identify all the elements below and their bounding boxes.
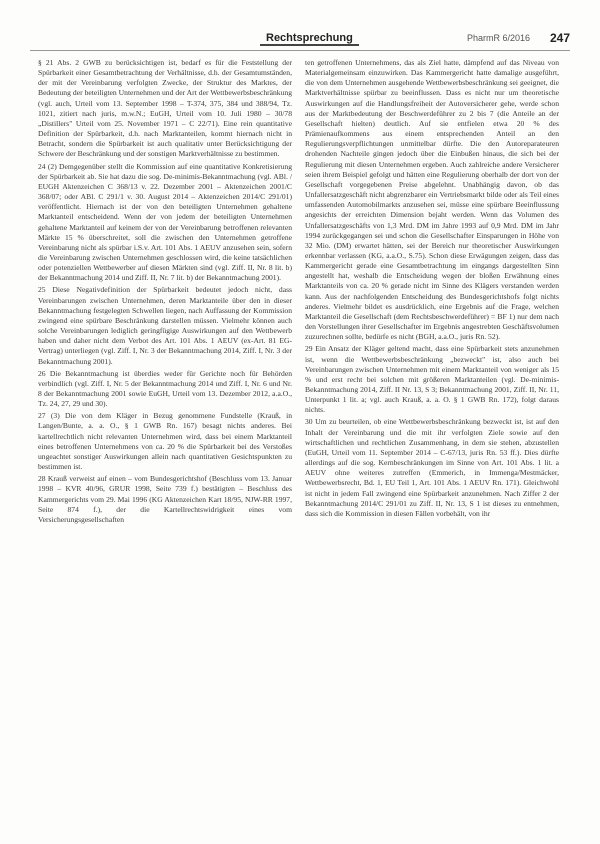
page-number: 247 xyxy=(549,31,570,45)
paragraph: 24 (2) Demgegenüber stellt die Kommission auf eine quantitative Konkretisierung der Spürbarkeit ab. Sie hat dazu die sog. De-minimis-Bekanntmachung (vgl. ABl. / EUGH Aktenzeichen C 368/13 v. 22. Dezember 2001 – Aktenzeichen 2001/C 368/07; oder ABl. C 291/1 v. 30. August 2014 – Aktenzeichen 2014/C 291/01) veröffentlicht. Hiernach ist der von den beteiligten Unternehmen gehaltene Marktanteil entscheidend. Wenn der von jedem der beteiligten Unternehmen gehaltene Marktanteil auf keinem der von der Vereinbarung betroffenen relevanten Märkte 15 % überschreitet, soll die zwischen den Unternehmen getroffene Vereinbarung nicht als spürbar i.S.v. Art. 101 Abs. 1 AEUV anzusehen sein, sofern die Vereinbarung zwischen Unternehmen geschlossen wird, die keine tatsächlichen oder potenziellen Wettbewerber auf diesen Märkten sind (vgl. Ziff. II, Nr. 8 lit. b) der Bekanntmachung 2014 und Ziff. II, Nr. 7 lit. b) der Bekanntmachung 2001). xyxy=(38,161,292,283)
paragraph: 30 Um zu beurteilen, ob eine Wettbewerbsbeschränkung bezweckt ist, ist auf den Inhalt der Vereinbarung und die mit ihr verfolgten Ziele sowie auf den wirtschaftlichen und rechtlichen Zusammenhang, in dem sie stehen, abzustellen (EuGH, Urteil vom 11. September 2014 – C-67/13, juris Rn. 53 ff.). Dies dürfte allerdings auf die sog. Kernbeschränkungen im Sinne von Art. 101 Abs. 1 lit. a AEUV ohne weiteres zutreffen (Emmerich, in Immenga/Mestmäcker, Wettbewerbsrecht, Bd. 1, EU Teil 1, Art. 101 Abs. 1 AEUV Rn. 171). Gleichwohl ist nicht in jedem Fall zwingend eine Spürbarkeit anzunehmen. Nach Ziffer 2 der Bekanntmachung 2014/C 291/01 zu Ziff. II, Nr. 13, S 1 ist dieses zu entnehmen, dass sich die Kommission in diesen Fällen vorbehält, von ihr xyxy=(305,417,559,518)
paragraph: 29 Ein Ansatz der Kläger geltend macht, dass eine Spürbarkeit stets anzunehmen ist, wenn die Wettbewerbsbeschränkung „bezweckt" ist, also auch bei Vereinbarungen zwischen Unternehmen mit einem Marktanteil von weniger als 15 % und erst recht bei solchen mit größeren Marktanteilen (vgl. De-minimis-Bekanntmachung 2014, Ziff. II Nr. 13, S 3; Bekanntmachung 2001, Ziff. II, Nr. 11, Unterpunkt 1 lit. a; vgl. auch Krauß, a. a. O. § 1 GWB Rn. 172), folgt daraus nichts. xyxy=(305,344,559,415)
left-column xyxy=(38,58,292,527)
paragraph: 26 Die Bekanntmachung ist überdies weder für Gerichte noch für Behörden verbindlich (vgl. Ziff. I, Nr. 5 der Bekanntmachung 2014 und Ziff. I, Nr. 6 und Nr. 8 der Bekanntmachung 2001 sowie EuGH, Urteil vom 13. Dezember 2012, a.a.O., Tz. 24, 27, 29 und 30). xyxy=(38,368,292,409)
header-rule xyxy=(30,50,570,51)
paragraph: 25 Diese Negativdefinition der Spürbarkeit bedeutet jedoch nicht, dass Vereinbarungen zwischen Unternehmen, deren Marktanteile über den in dieser Bekanntmachung festgelegten Schwellen liegen, nach Auffassung der Kommission zwingend eine spürbare Beschränkung darstellen müssen. Vielmehr können auch solche Vereinbarungen lediglich geringfügige Auswirkungen auf den Wettbewerb haben und daher nicht dem Verbot des Art. 101 Abs. 1 AEUV (ex-Art. 81 EG-Vertrag) unterliegen (vgl. Ziff. I, Nr. 3 der Bekanntmachung 2014, Ziff. I, Nr. 3 der Bekanntmachung 2001). xyxy=(38,285,292,366)
page-header xyxy=(30,28,570,50)
paragraph: 28 Krauß verweist auf einen – vom Bundesgerichtshof (Beschluss vom 13. Januar 1998 – KVR 40/96, GRUR 1998, Seite 739 f.) bestätigten – Beschluss des Kammergerichts vom 29. Mai 1996 (KG Aktenzeichen Kart 18/95, NJW-RR 1997, Seite 874 f.), der die Kartellrechtswidrigkeit eines vom Versicherungsgesellschaften xyxy=(38,474,292,524)
right-column xyxy=(305,58,559,521)
paragraph: § 21 Abs. 2 GWB zu berücksichtigen ist, bedarf es für die Feststellung der Spürbarkeit einer Gesamtbetrachtung der Verhältnisse, d.h. der Gesamtumständen, der mit der Vereinbarung verfolgten Zwecke, der Struktur des Marktes, der Bedeutung der beteiligten Unternehmen und der Art der Wettbewerbsbeschränkung (vgl. auch, Urteil vom 13. September 1998 – T-374, 375, 384 und 388/94, Tz. 1021, zitiert nach juris, m.w.N.; EuGH, Urteil vom 10. Juli 1980 – 30/78 „Distillers" Urteil vom 25. November 1971 – C 22/71). Eine rein quantitative Definition der Spürbarkeit, d.h. nach Marktanteilen, kommt hiernach nicht in Betracht, sondern die Spürbarkeit ist auch qualitativ unter Berücksichtigung der Schwere der Beschränkung und der sonstigen Marktverhältnisse zu bestimmen. xyxy=(38,58,292,159)
paragraph: 27 (3) Die von dem Kläger in Bezug genommene Fundstelle (Krauß, in Langen/Bunte, a. a. O., § 1 GWB Rn. 167) besagt nichts anderes. Bei kartellrechtlich nicht relevanten Unternehmen wird, dass bei einem Marktanteil eines betroffenen Unternehmens von ca. 20 % die Spürbarkeit bei des Verstoßes ungeachtet sonstiger Auswirkungen allein nach quantitativen Gesichtspunkten zu bestimmen ist. xyxy=(38,411,292,472)
section-title: Rechtsprechung xyxy=(260,32,359,46)
journal-reference: PharmR 6/2016 xyxy=(466,33,530,43)
paragraph: ten getroffenen Unternehmens, das als Ziel hatte, dämpfend auf das Niveau von Materialgemeinsam einzuwirken. Das Kammergericht hatte damalige ausgeführt, die von dem Unternehmen ausgehende Wettbewerbsbeschränkung sei geeignet, die Marktverhältnisse spürbar zu beeinflussen. Dass es nicht nur um theoretische Auswirkungen auf die Handlungsfreiheit der Autoversicherer gehe, werde schon aus der Marktbedeutung der Beschwerdeführer zu 2 bis 7 (die Anteile an der Gesellschaft hielten) deutlich. Auf sie entfielen etwa 20 % des Prämienaufkommens aus einem entsprechenden Anteil an den Regulierungsverpflichtungen unmittelbar dürfte. Die den Autoreparateuren drohenden Nachteile gingen jedoch über die Einbußen hinaus, die sich bei der Regulierung mit diesen Unternehmen ergeben. Auch zahlreiche andere Versicherer seien ihrem Beispiel gefolgt und hätten eine Regulierung oberhalb der dort von der Gesellschaft vorgegebenen Preise abgelehnt. Unabhängig davon, ob das Unfallersatzgeschäft nicht abgrenzbarer ein Vertriebsmarkt bilde oder als Teil eines umfassenden Automobilmarkts anzusehen sei, müsse eine spürbare Beeinflussung angesichts der erreichten Dimension bejaht werden. Wenn das Volumen des Unfallersatzgeschäfts von 1,3 Mrd. DM im Jahre 1993 auf 0,9 Mrd. DM im Jahr 1994 zurückgegangen sei und schon die Gesellschafter Einsparungen in Höhe von 32 Mio. (DM) erwartet hätten, sei der Bereich nur theoretischer Auswirkungen erkennbar verlassen (KG, a.a.O., S.75). Schon diese Erwägungen zeigen, dass das Kammergericht gerade eine Gesamtbetrachtung im eingangs dargestellten Sinn angestellt hat, weshalb die Entscheidung wegen der bloßen Erwähnung eines Marktanteils von ca. 20 % gerade nicht im Sinne des Klägers verstanden werden kann. Aus der nachfolgenden Entscheidung des Bundesgerichtshofs folgt nichts anderes. Vielmehr bildet es ausdrücklich, eine Ergebnis auf die Frage, welchen Marktanteil die Gesellschaft (dem Rechtsbeschwerdeführer) = BF 1) nur dem nach den Vorstellungen ihrer Gesellschafter im Ergebnis angestrebten Geschäftsvolumen zuzurechnen sollte, bedürfe es nicht (BGH, a.a.O., juris Rn. 52). xyxy=(305,58,559,342)
